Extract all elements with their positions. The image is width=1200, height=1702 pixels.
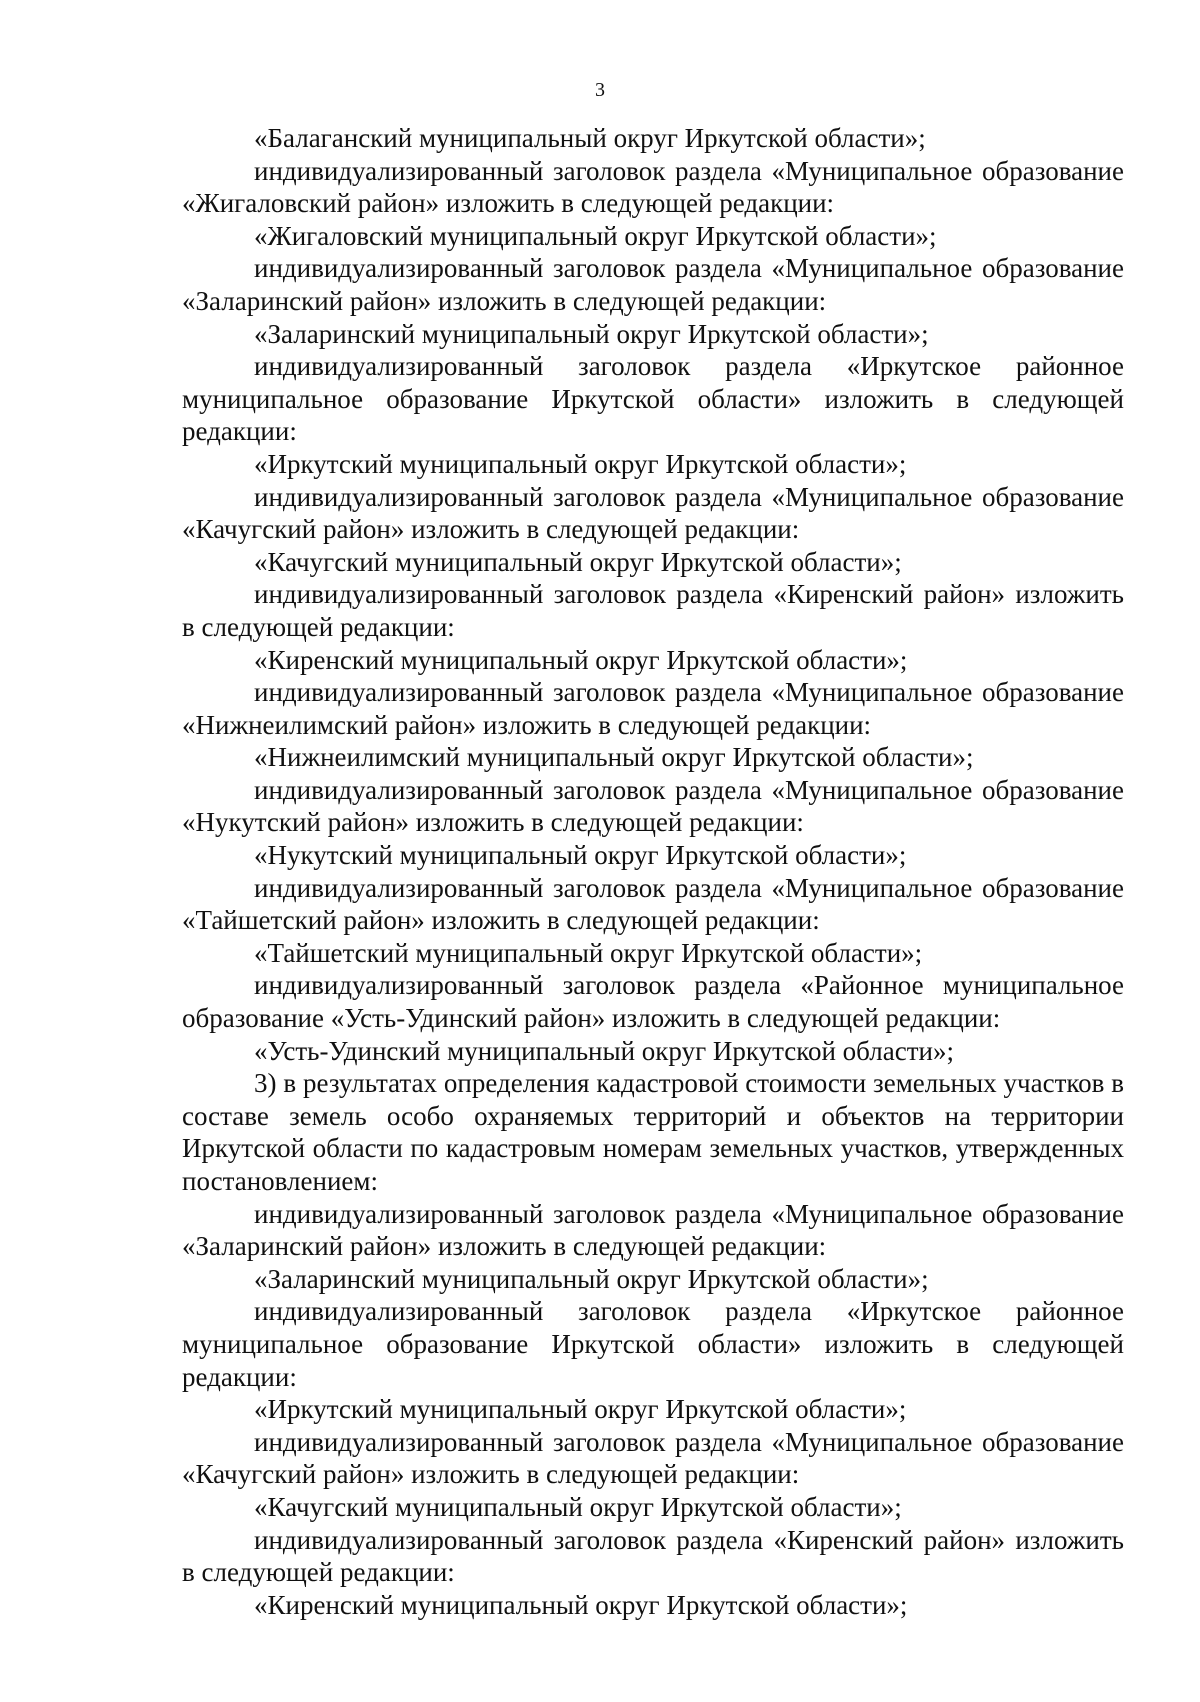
paragraph-27: индивидуализированный заголовок раздела «Киренский район» изложить в следующей редакции: bbox=[182, 1524, 1124, 1588]
paragraph-4: индивидуализированный заголовок раздела «Муниципальное образование «Заларинский район» изложить в следующей редакции: bbox=[182, 253, 1124, 316]
page-number: 3 bbox=[595, 79, 605, 101]
paragraph-26: «Качугский муниципальный округ Иркутской области»; bbox=[254, 1491, 902, 1522]
paragraph-17: «Тайшетский муниципальный округ Иркутской области»; bbox=[254, 937, 923, 968]
paragraph-16: индивидуализированный заголовок раздела «Муниципальное образование «Тайшетский район» изложить в следующей редакции: bbox=[182, 872, 1124, 936]
paragraph-6: индивидуализированный заголовок раздела «Иркутское районное муниципальное образование Иркутской области» изложить в следующей редакции: bbox=[182, 351, 1124, 447]
paragraph-21: индивидуализированный заголовок раздела «Муниципальное образование «Заларинский район» изложить в следующей редакции: bbox=[182, 1198, 1124, 1262]
paragraph-24: «Иркутский муниципальный округ Иркутской области»; bbox=[254, 1394, 907, 1425]
paragraph-12: индивидуализированный заголовок раздела «Муниципальное образование «Нижнеилимский район» изложить в следующей редакции: bbox=[182, 677, 1124, 740]
paragraph-10: индивидуализированный заголовок раздела «Киренский район» изложить в следующей редакции: bbox=[182, 579, 1124, 642]
paragraph-7: «Иркутский муниципальный округ Иркутской области»; bbox=[254, 448, 907, 479]
paragraph-20: 3) в результатах определения кадастровой стоимости земельных участков в составе земель особо охраняемых территорий и объектов на территории Иркутской области по кадастровым номерам земельных участков, утвержденных постановлением: bbox=[182, 1068, 1124, 1196]
paragraph-25: индивидуализированный заголовок раздела «Муниципальное образование «Качугский район» изложить в следующей редакции: bbox=[182, 1426, 1124, 1490]
paragraph-1: «Балаганский муниципальный округ Иркутской области»; bbox=[254, 123, 926, 153]
document-body bbox=[182, 122, 1124, 1621]
paragraph-2: индивидуализированный заголовок раздела «Муниципальное образование «Жигаловский район» изложить в следующей редакции: bbox=[182, 155, 1124, 219]
paragraph-8: индивидуализированный заголовок раздела «Муниципальное образование «Качугский район» изложить в следующей редакции: bbox=[182, 481, 1124, 545]
paragraph-14: индивидуализированный заголовок раздела «Муниципальное образование «Нукутский район» изложить в следующей редакции: bbox=[182, 774, 1124, 838]
paragraph-23: индивидуализированный заголовок раздела «Иркутское районное муниципальное образование Иркутской области» изложить в следующей редакции: bbox=[182, 1296, 1124, 1392]
paragraph-18: индивидуализированный заголовок раздела «Районное муниципальное образование «Усть-Удинский район» изложить в следующей редакции: bbox=[182, 970, 1124, 1034]
paragraph-9: «Качугский муниципальный округ Иркутской области»; bbox=[254, 546, 902, 577]
paragraph-3: «Жигаловский муниципальный округ Иркутской области»; bbox=[254, 220, 937, 251]
paragraph-5: «Заларинский муниципальный округ Иркутской области»; bbox=[254, 318, 929, 349]
paragraph-15: «Нукутский муниципальный округ Иркутской области»; bbox=[254, 840, 907, 871]
paragraph-13: «Нижнеилимский муниципальный округ Иркутской области»; bbox=[254, 742, 974, 773]
paragraph-28: «Киренский муниципальный округ Иркутской области»; bbox=[254, 1589, 908, 1620]
paragraph-19: «Усть-Удинский муниципальный округ Иркутской области»; bbox=[254, 1035, 954, 1066]
paragraph-11: «Киренский муниципальный округ Иркутской области»; bbox=[254, 644, 908, 675]
paragraph-22: «Заларинский муниципальный округ Иркутской области»; bbox=[254, 1263, 929, 1294]
